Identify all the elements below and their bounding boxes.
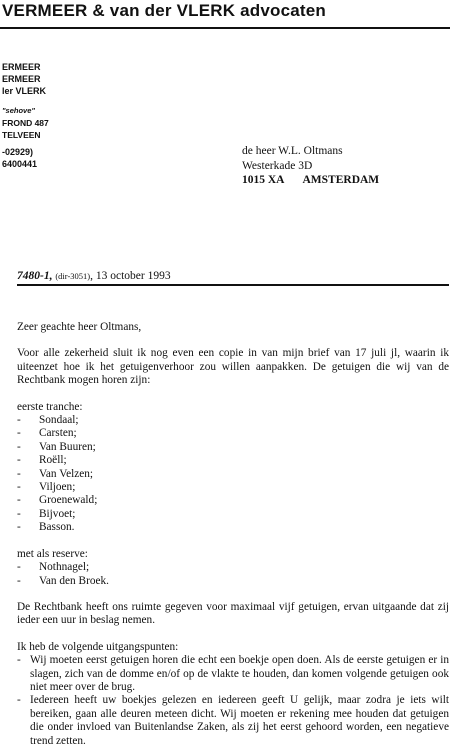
partner-name: ERMEER [2,62,41,72]
list-item: - Groenewald; [17,494,449,507]
recipient-street: Westerkade 3D [242,159,313,172]
recipient-address [242,144,379,188]
reserve-list [17,561,449,588]
list-item: - Nothnagel; [17,561,449,574]
list-item: - Basson. [17,521,449,534]
address-line: FROND 487 [2,118,49,128]
list-item: - Viljoen; [17,481,449,494]
points-heading: Ik heb de volgende uitgangspunten: [17,640,179,653]
recipient-postcode: 1015 XA [242,174,285,186]
reserve-heading: met als reserve: [17,547,88,560]
reference-rule [17,284,449,286]
list-item: - Van Velzen; [17,468,449,481]
salutation: Zeer geachte heer Oltmans, [17,321,142,333]
tranche-list [17,414,449,535]
recipient-name: de heer W.L. Oltmans [242,145,343,157]
firm-name: VERMEER & van der VLERK advocaten [2,1,327,20]
list-item: - Wij moeten eerst getuigen horen die echt een boekje open doen. Als de eerste getuigen er in slagen, zich van de domme en/of op de vlakte te houden, dan komen volgende getuigen ook niet meer over de brug. [17,654,449,694]
partner-name: ler VLERK [2,86,47,96]
phone-line: -02929) [2,147,34,157]
points-list [17,654,449,748]
letter-body [17,321,449,748]
paragraph: De Rechtbank heeft ons ruimte gegeven voor maximaal vijf getuigen, ervan uitgaande dat zij ieder een uur in beslag nemen. [17,600,449,627]
list-item: - Roëll; [17,454,449,467]
recipient-city-line [242,173,379,188]
list-item: - Van den Broek. [17,575,449,588]
firm-address [2,105,49,141]
address-line: TELVEEN [2,130,41,140]
list-item: - Carsten; [17,427,449,440]
reference-number: 7480-1, [17,270,53,282]
partner-names [2,61,46,97]
address-line: "sehove" [2,106,35,115]
letter-date: , 13 october 1993 [90,270,171,282]
header-rule [0,27,450,29]
list-item: - Van Buuren; [17,441,449,454]
firm-phones [2,146,37,170]
partner-name: ERMEER [2,74,41,84]
list-item: - Bijvoet; [17,508,449,521]
phone-line: 6400441 [2,159,38,169]
reference-dir: (dir-3051) [55,271,91,281]
list-item: - Sondaal; [17,414,449,427]
tranche-heading: eerste tranche: [17,400,83,413]
paragraph: Voor alle zekerheid sluit ik nog even een copie in van mijn brief van 17 juli jl, waarin ik uiteenzet hoe ik het getuigenverhoor zou willen aanpakken. De getuigen die wij van de Rechtbank mogen horen zijn: [17,347,449,387]
reference-line [17,270,171,282]
recipient-city: AMSTERDAM [302,174,380,186]
list-item: - Iedereen heeft uw boekjes gelezen en iedereen geeft U gelijk, maar zodra je iets wilt bereiken, gaan alle deuren meteen dicht. Wij moeten er rekening mee houden dat getuigen die onder invloed van Buitenlandse Zaken, als zij het eerst gehoord worden, een negatieve trend zetten. [17,694,449,748]
